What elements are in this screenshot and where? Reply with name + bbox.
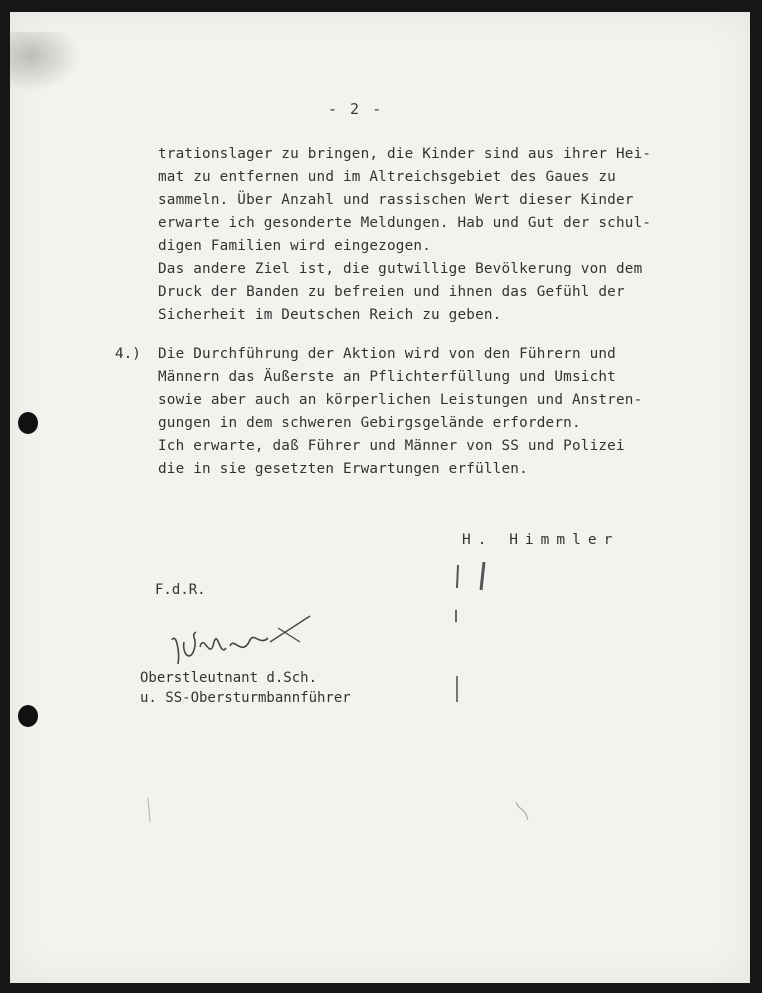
ink-mark (450, 672, 470, 712)
punch-hole (18, 705, 38, 727)
body-line: mat zu entfernen und im Altreichsgebiet des Gaues zu (158, 169, 616, 185)
punch-hole (18, 412, 38, 434)
body-line: Sicherheit im Deutschen Reich zu geben. (158, 307, 502, 323)
signature-name: H. Himmler (462, 532, 620, 548)
section-number: 4.) (115, 346, 141, 362)
rank-line: u. SS-Obersturmbannführer (140, 690, 351, 706)
section-line: Die Durchführung der Aktion wird von den Führern und (158, 346, 616, 362)
handwritten-signature (160, 602, 330, 672)
page-number: - 2 - (328, 100, 384, 118)
section-line: sowie aber auch an körperlichen Leistungen und Anstren- (158, 392, 643, 408)
body-line: trationslager zu bringen, die Kinder sind aus ihrer Hei- (158, 146, 652, 162)
body-line: sammeln. Über Anzahl und rassischen Wert dieser Kinder (158, 192, 634, 208)
ink-smudge (10, 32, 80, 92)
section-line: die in sie gesetzten Erwartungen erfüllen. (158, 461, 528, 477)
rank-line: Oberstleutnant d.Sch. (140, 670, 318, 686)
ink-marks (450, 560, 490, 630)
document-page (10, 12, 750, 983)
faint-mark (140, 792, 170, 832)
fdr-label: F.d.R. (155, 582, 206, 598)
body-line: digen Familien wird eingezogen. (158, 238, 432, 254)
section-line: gungen in dem schweren Gebirgsgelände erfordern. (158, 415, 581, 431)
faint-mark (510, 792, 550, 832)
body-line: erwarte ich gesonderte Meldungen. Hab und Gut der schul- (158, 215, 652, 231)
section-line: Ich erwarte, daß Führer und Männer von SS und Polizei (158, 438, 625, 454)
body-line: Druck der Banden zu befreien und ihnen das Gefühl der (158, 284, 625, 300)
section-line: Männern das Äußerste an Pflichterfüllung und Umsicht (158, 369, 616, 385)
body-line: Das andere Ziel ist, die gutwillige Bevölkerung von dem (158, 261, 643, 277)
